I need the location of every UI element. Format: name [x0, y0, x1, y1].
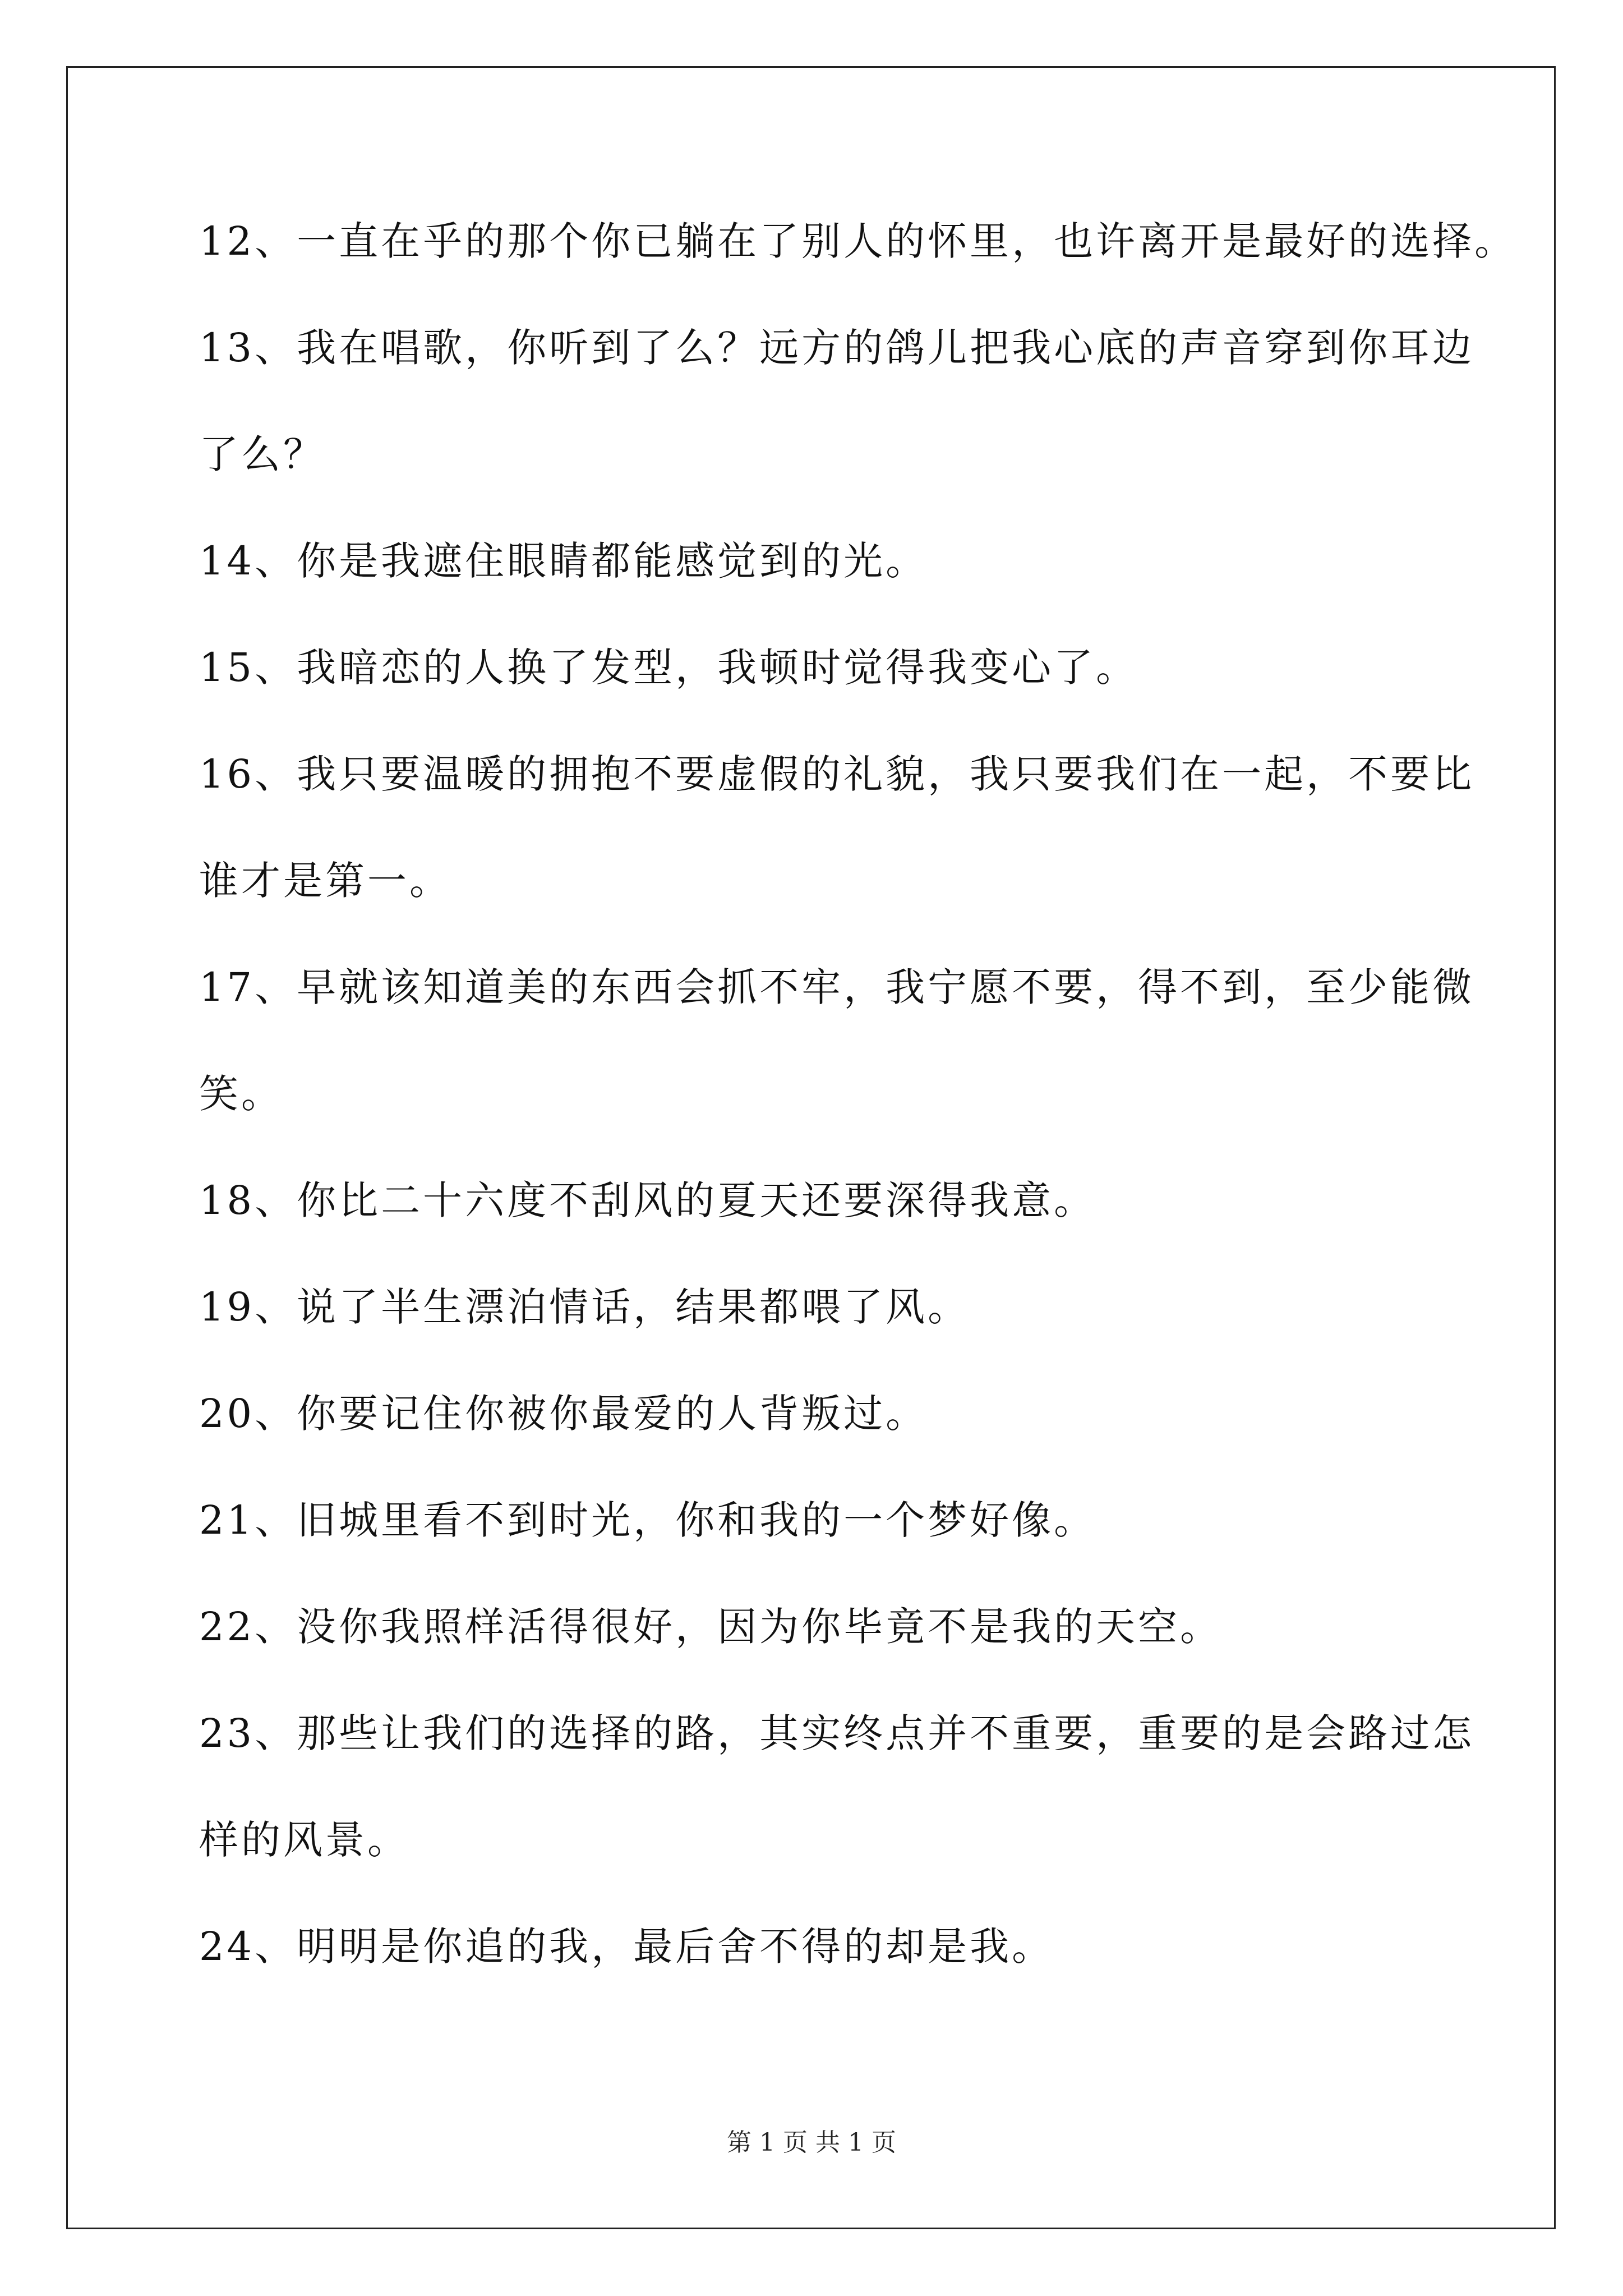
text-line: 14、你是我遮住眼睛都能感觉到的光。: [199, 538, 928, 584]
text-line: 谁才是第一。: [199, 858, 451, 904]
text-line: 20、你要记住你被你最爱的人背叛过。: [199, 1391, 928, 1437]
text-line: 了么？: [199, 431, 325, 477]
text-line: 16、我只要温暖的拥抱不要虚假的礼貌，我只要我们在一起，不要比: [199, 751, 1475, 797]
text-line: 19、说了半生漂泊情话，结果都喂了风。: [199, 1284, 970, 1330]
text-line: 21、旧城里看不到时光，你和我的一个梦好像。: [199, 1497, 1096, 1543]
text-line: 24、明明是你追的我，最后舍不得的却是我。: [199, 1924, 1054, 1970]
text-line: 13、我在唱歌，你听到了么？远方的鸽儿把我心底的声音穿到你耳边: [199, 325, 1475, 371]
text-line: 23、那些让我们的选择的路，其实终点并不重要，重要的是会路过怎: [199, 1710, 1475, 1756]
text-line: 18、你比二十六度不刮风的夏天还要深得我意。: [199, 1177, 1096, 1223]
text-line: 12、一直在乎的那个你已躺在了别人的怀里，也许离开是最好的选择。: [199, 218, 1517, 264]
text-line: 笑。: [199, 1071, 283, 1117]
text-line: 22、没你我照样活得很好，因为你毕竟不是我的天空。: [199, 1604, 1223, 1650]
document-body: [199, 218, 1517, 2031]
text-line: 17、早就该知道美的东西会抓不牢，我宁愿不要，得不到，至少能微: [199, 964, 1475, 1010]
text-line: 样的风景。: [199, 1817, 409, 1863]
page-footer: 第 1 页 共 1 页: [727, 2128, 896, 2157]
text-line: 15、我暗恋的人换了发型，我顿时觉得我变心了。: [199, 645, 1138, 691]
